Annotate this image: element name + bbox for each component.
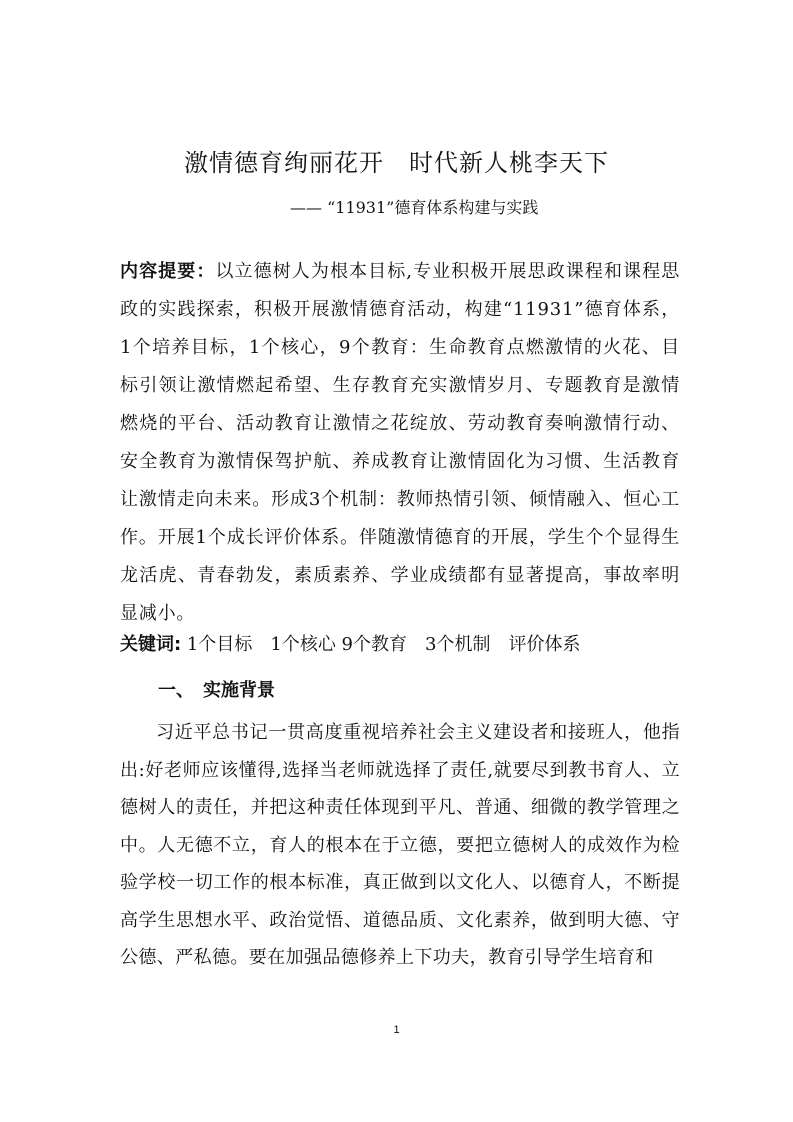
abstract-paragraph [120,253,680,633]
body-paragraph: 习近平总书记一贯高度重视培养社会主义建设者和接班人，他指出:好老师应该懂得,选择当老师就选择了责任,就要尽到教书育人、立德树人的责任，并把这种责任体现到平凡、普通、细微的教学管理之中。人无德不立，育人的根本在于立德，要把立德树人的成效作为检验学校一切工作的根本标准，真正做到以文化人、以德育人，不断提高学生思想水平、政治觉悟、道德品质、文化素养，做到明大德、守公德、严私德。要在加强品德修养上下功夫，教育引导学生培育和 [120,722,680,968]
section-heading: 一、 实施背景 [158,680,275,701]
document-title: 激情德育绚丽花开 时代新人桃李天下 [184,149,609,177]
keywords-line [120,630,580,660]
page-number: 1 [393,1024,400,1036]
keywords-text: 1个目标 1个核心 9个教育 3个机制 评价体系 [181,634,581,655]
abstract-label: 内容提要： [120,261,216,282]
document-subtitle: —— “11931”德育体系构建与实践 [290,198,539,217]
abstract-text: 以立德树人为根本目标,专业积极开展思政课程和课程思政的实践探索，积极开展激情德育活动，构建“11931”德育体系，1个培养目标，1个核心，9个教育：生命教育点燃激情的火花、目标引领让激情燃起希望、生存教育充实激情岁月、专题教育是激情燃烧的平台、活动教育让激情之花绽放、劳动教育奏响激情行动、安全教育为激情保驾护航、养成教育让激情固化为习惯、生活教育让激情走向未来。形成3个机制：教师热情引领、倾情融入、恒心工作。开展1个成长评价体系。伴随激情德育的开展，学生个个显得生龙活虎、青春勃发，素质素养、学业成绩都有显著提高，事故率明显减小。 [120,261,680,624]
keywords-label: 关键词: [120,634,182,655]
